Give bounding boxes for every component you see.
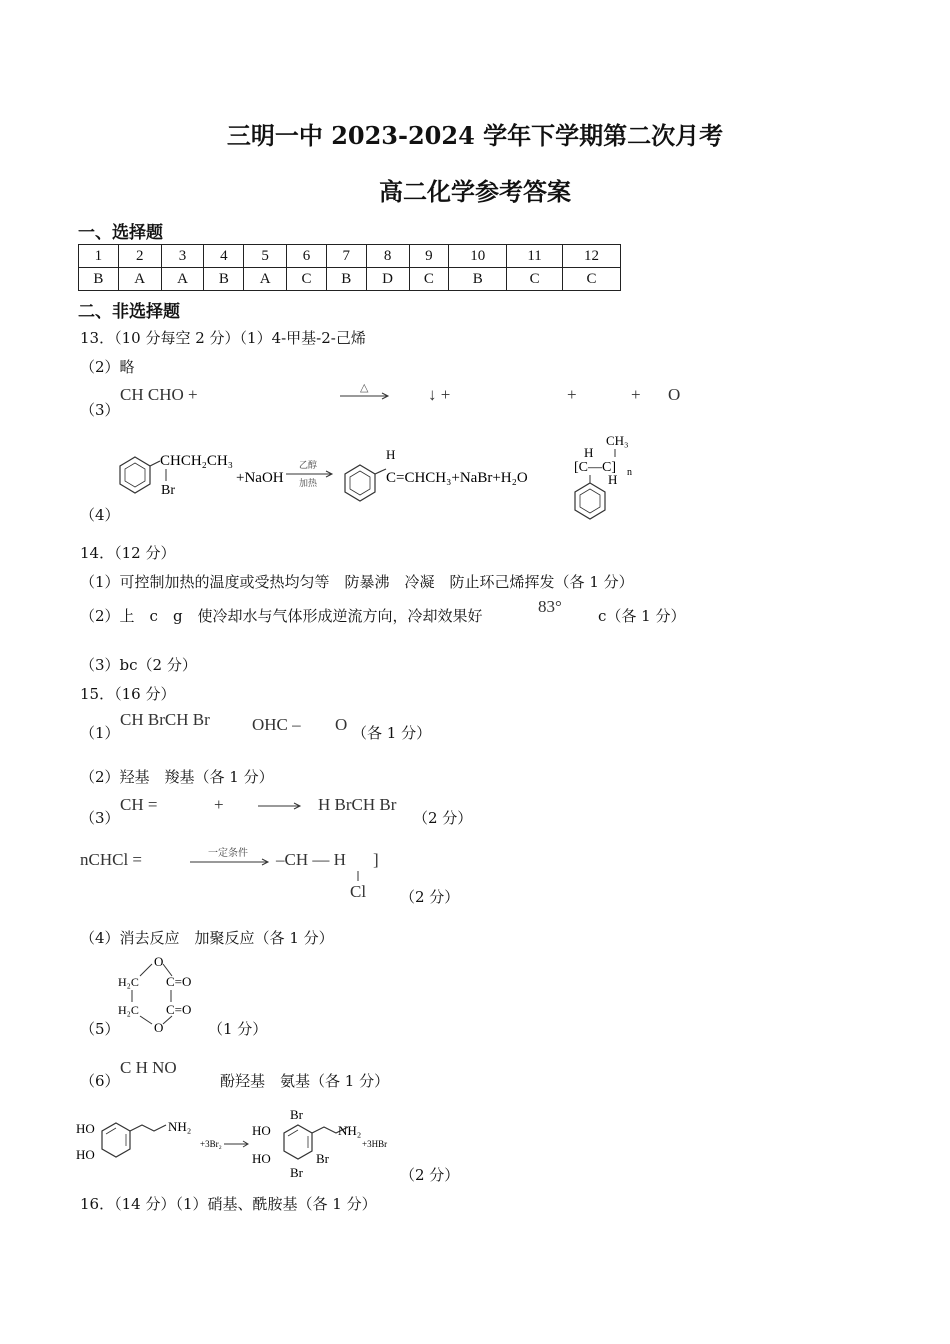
section-choice: 一、选择题 xyxy=(78,223,163,243)
q14-p2-temp: 83° xyxy=(538,597,562,616)
q15-p2: （2）羟基 羧基（各 1 分） xyxy=(80,768,274,786)
page-title: 三明一中 2023-2024 学年下学期第二次月考 xyxy=(226,121,724,150)
product-br-bottom: Br xyxy=(290,1165,303,1180)
table-cell: 1 xyxy=(79,245,119,268)
q15-p3b-bracket: ] xyxy=(373,850,379,869)
table-cell: A xyxy=(244,268,287,291)
q15-reaction-end: （2 分） xyxy=(400,1166,460,1184)
table-row-answers xyxy=(79,268,621,291)
table-row-numbers xyxy=(79,245,621,268)
q15-head: 15．（16 分） xyxy=(80,685,176,703)
ring-o-top: O xyxy=(154,954,164,969)
product-ho1: HO xyxy=(252,1123,271,1138)
q13-p2: （2）略 xyxy=(80,358,135,376)
reactant-naoh: +NaOH xyxy=(236,470,284,486)
q13-p3-plus2: + xyxy=(631,385,641,404)
reactant-ho2: HO xyxy=(76,1147,95,1162)
table-cell: C xyxy=(409,268,449,291)
product-ho2: HO xyxy=(252,1151,271,1166)
table-cell: B xyxy=(79,268,119,291)
q15-p3b-end: （2 分） xyxy=(400,888,460,906)
q15-bromination-reaction xyxy=(76,1105,456,1185)
heat-symbol: △ xyxy=(360,382,369,394)
q15-p1-end: （各 1 分） xyxy=(352,724,432,742)
cond-ethanol: 乙醇 xyxy=(299,460,318,470)
q15-p1-chem2: OHC – xyxy=(252,715,301,734)
q15-p5-label: （5） xyxy=(80,1020,120,1038)
product-nh2: NH₂ xyxy=(338,1123,362,1138)
q13-p3-tail: O xyxy=(668,385,681,404)
q13-head: 13．（10 分每空 2 分）（1）4-甲基-2-己烯 xyxy=(80,329,366,347)
table-cell: A xyxy=(161,268,204,291)
q16-head: 16．（14 分）（1）硝基、酰胺基（各 1 分） xyxy=(80,1195,377,1213)
q15-p5-end: （1 分） xyxy=(208,1020,268,1038)
product-br-top: Br xyxy=(290,1107,303,1122)
cond-text: 一定条件 xyxy=(208,848,248,859)
table-cell: 9 xyxy=(409,245,449,268)
byproduct-hbr: +3HBr xyxy=(362,1139,388,1149)
q13-p4-reaction xyxy=(110,425,680,520)
q15-p1-chem3: O xyxy=(335,715,348,734)
polymer-h-bottom: H xyxy=(608,472,618,487)
q15-p3b-chem1: nCHCl = xyxy=(80,850,143,869)
reagent-br2: +3Br₂ xyxy=(200,1139,222,1149)
q15-p3-chem3: H BrCH Br xyxy=(318,795,397,814)
table-cell: B xyxy=(326,268,366,291)
q13-p3-arrow xyxy=(338,382,394,402)
q15-p5-structure xyxy=(110,950,220,1040)
q15-p1-label: （1） xyxy=(80,724,120,742)
table-cell: 6 xyxy=(287,245,327,268)
table-cell: C xyxy=(507,268,563,291)
reactant-ho1: HO xyxy=(76,1121,95,1136)
table-cell: 10 xyxy=(449,245,507,268)
ring-h2c-top: H₂C xyxy=(118,975,139,989)
ring-o-bottom: O xyxy=(154,1020,164,1035)
table-cell: B xyxy=(204,268,244,291)
q15-p3b-arrow xyxy=(188,846,274,868)
ring-co-top: C=O xyxy=(166,974,192,989)
table-cell: C xyxy=(563,268,621,291)
q13-p3-precip: ↓ + xyxy=(428,385,451,404)
table-cell: D xyxy=(366,268,409,291)
q15-p3b-cl: Cl xyxy=(350,882,367,901)
q13-p3-plus1: + xyxy=(567,385,577,404)
product-br-right: Br xyxy=(316,1151,329,1166)
reactant-chain: CHCH₂CH₃ xyxy=(160,453,233,469)
q15-p4: （4）消去反应 加聚反应（各 1 分） xyxy=(80,929,334,947)
q15-p6-label: （6） xyxy=(80,1072,120,1090)
table-cell: B xyxy=(449,268,507,291)
polymer-backbone: [C—C] xyxy=(574,460,616,475)
ring-h2c-bottom: H₂C xyxy=(118,1003,139,1017)
page-subtitle: 高二化学参考答案 xyxy=(379,177,571,206)
q14-p2c: c（各 1 分） xyxy=(598,607,686,625)
q15-p3-chem1: CH = xyxy=(120,795,158,814)
polymer-n: n xyxy=(627,467,632,478)
reactant-br: Br xyxy=(161,483,175,498)
table-cell: 2 xyxy=(118,245,161,268)
section-nonchoice: 二、非选择题 xyxy=(78,302,180,322)
reactant-nh2: NH₂ xyxy=(168,1119,192,1134)
polymer-ch3: CH₃ xyxy=(606,433,629,448)
q13-p4-label: （4） xyxy=(80,506,120,524)
table-cell: 12 xyxy=(563,245,621,268)
q15-p3-end: （2 分） xyxy=(413,809,473,827)
q15-p3-label: （3） xyxy=(80,809,120,827)
answer-table xyxy=(78,244,621,291)
q15-p3-arrow xyxy=(256,800,306,812)
q13-p3-label: （3） xyxy=(80,401,120,419)
table-cell: 8 xyxy=(366,245,409,268)
ring-co-bottom: C=O xyxy=(166,1002,192,1017)
product-formula: C=CHCH₃+NaBr+H₂O xyxy=(386,470,528,486)
table-cell: 4 xyxy=(204,245,244,268)
q14-head: 14．（12 分） xyxy=(80,544,176,562)
q14-p1: （1）可控制加热的温度或受热均匀等 防暴沸 冷凝 防止环己烯挥发（各 1 分） xyxy=(80,573,634,591)
q14-p2a: （2）上 c g 使冷却水与气体形成逆流方向，冷却效果好 xyxy=(80,607,483,625)
cond-heat: 加热 xyxy=(299,478,318,488)
product-h: H xyxy=(386,447,396,462)
polymer-h-top: H xyxy=(584,445,594,460)
q15-p3b-chem2: –CH — H xyxy=(276,850,346,869)
table-cell: 5 xyxy=(244,245,287,268)
q15-p3-chem2: + xyxy=(214,795,224,814)
q15-p6-formula: C H NO xyxy=(120,1058,177,1077)
table-cell: 7 xyxy=(326,245,366,268)
table-cell: 3 xyxy=(161,245,204,268)
q13-p3-chem: CH CHO + xyxy=(120,385,198,404)
table-cell: C xyxy=(287,268,327,291)
table-cell: A xyxy=(118,268,161,291)
q14-p3: （3）bc（2 分） xyxy=(80,656,197,674)
q15-p1-chem1: CH BrCH Br xyxy=(120,710,210,729)
q15-p6-groups: 酚羟基 氨基（各 1 分） xyxy=(220,1072,390,1090)
table-cell: 11 xyxy=(507,245,563,268)
